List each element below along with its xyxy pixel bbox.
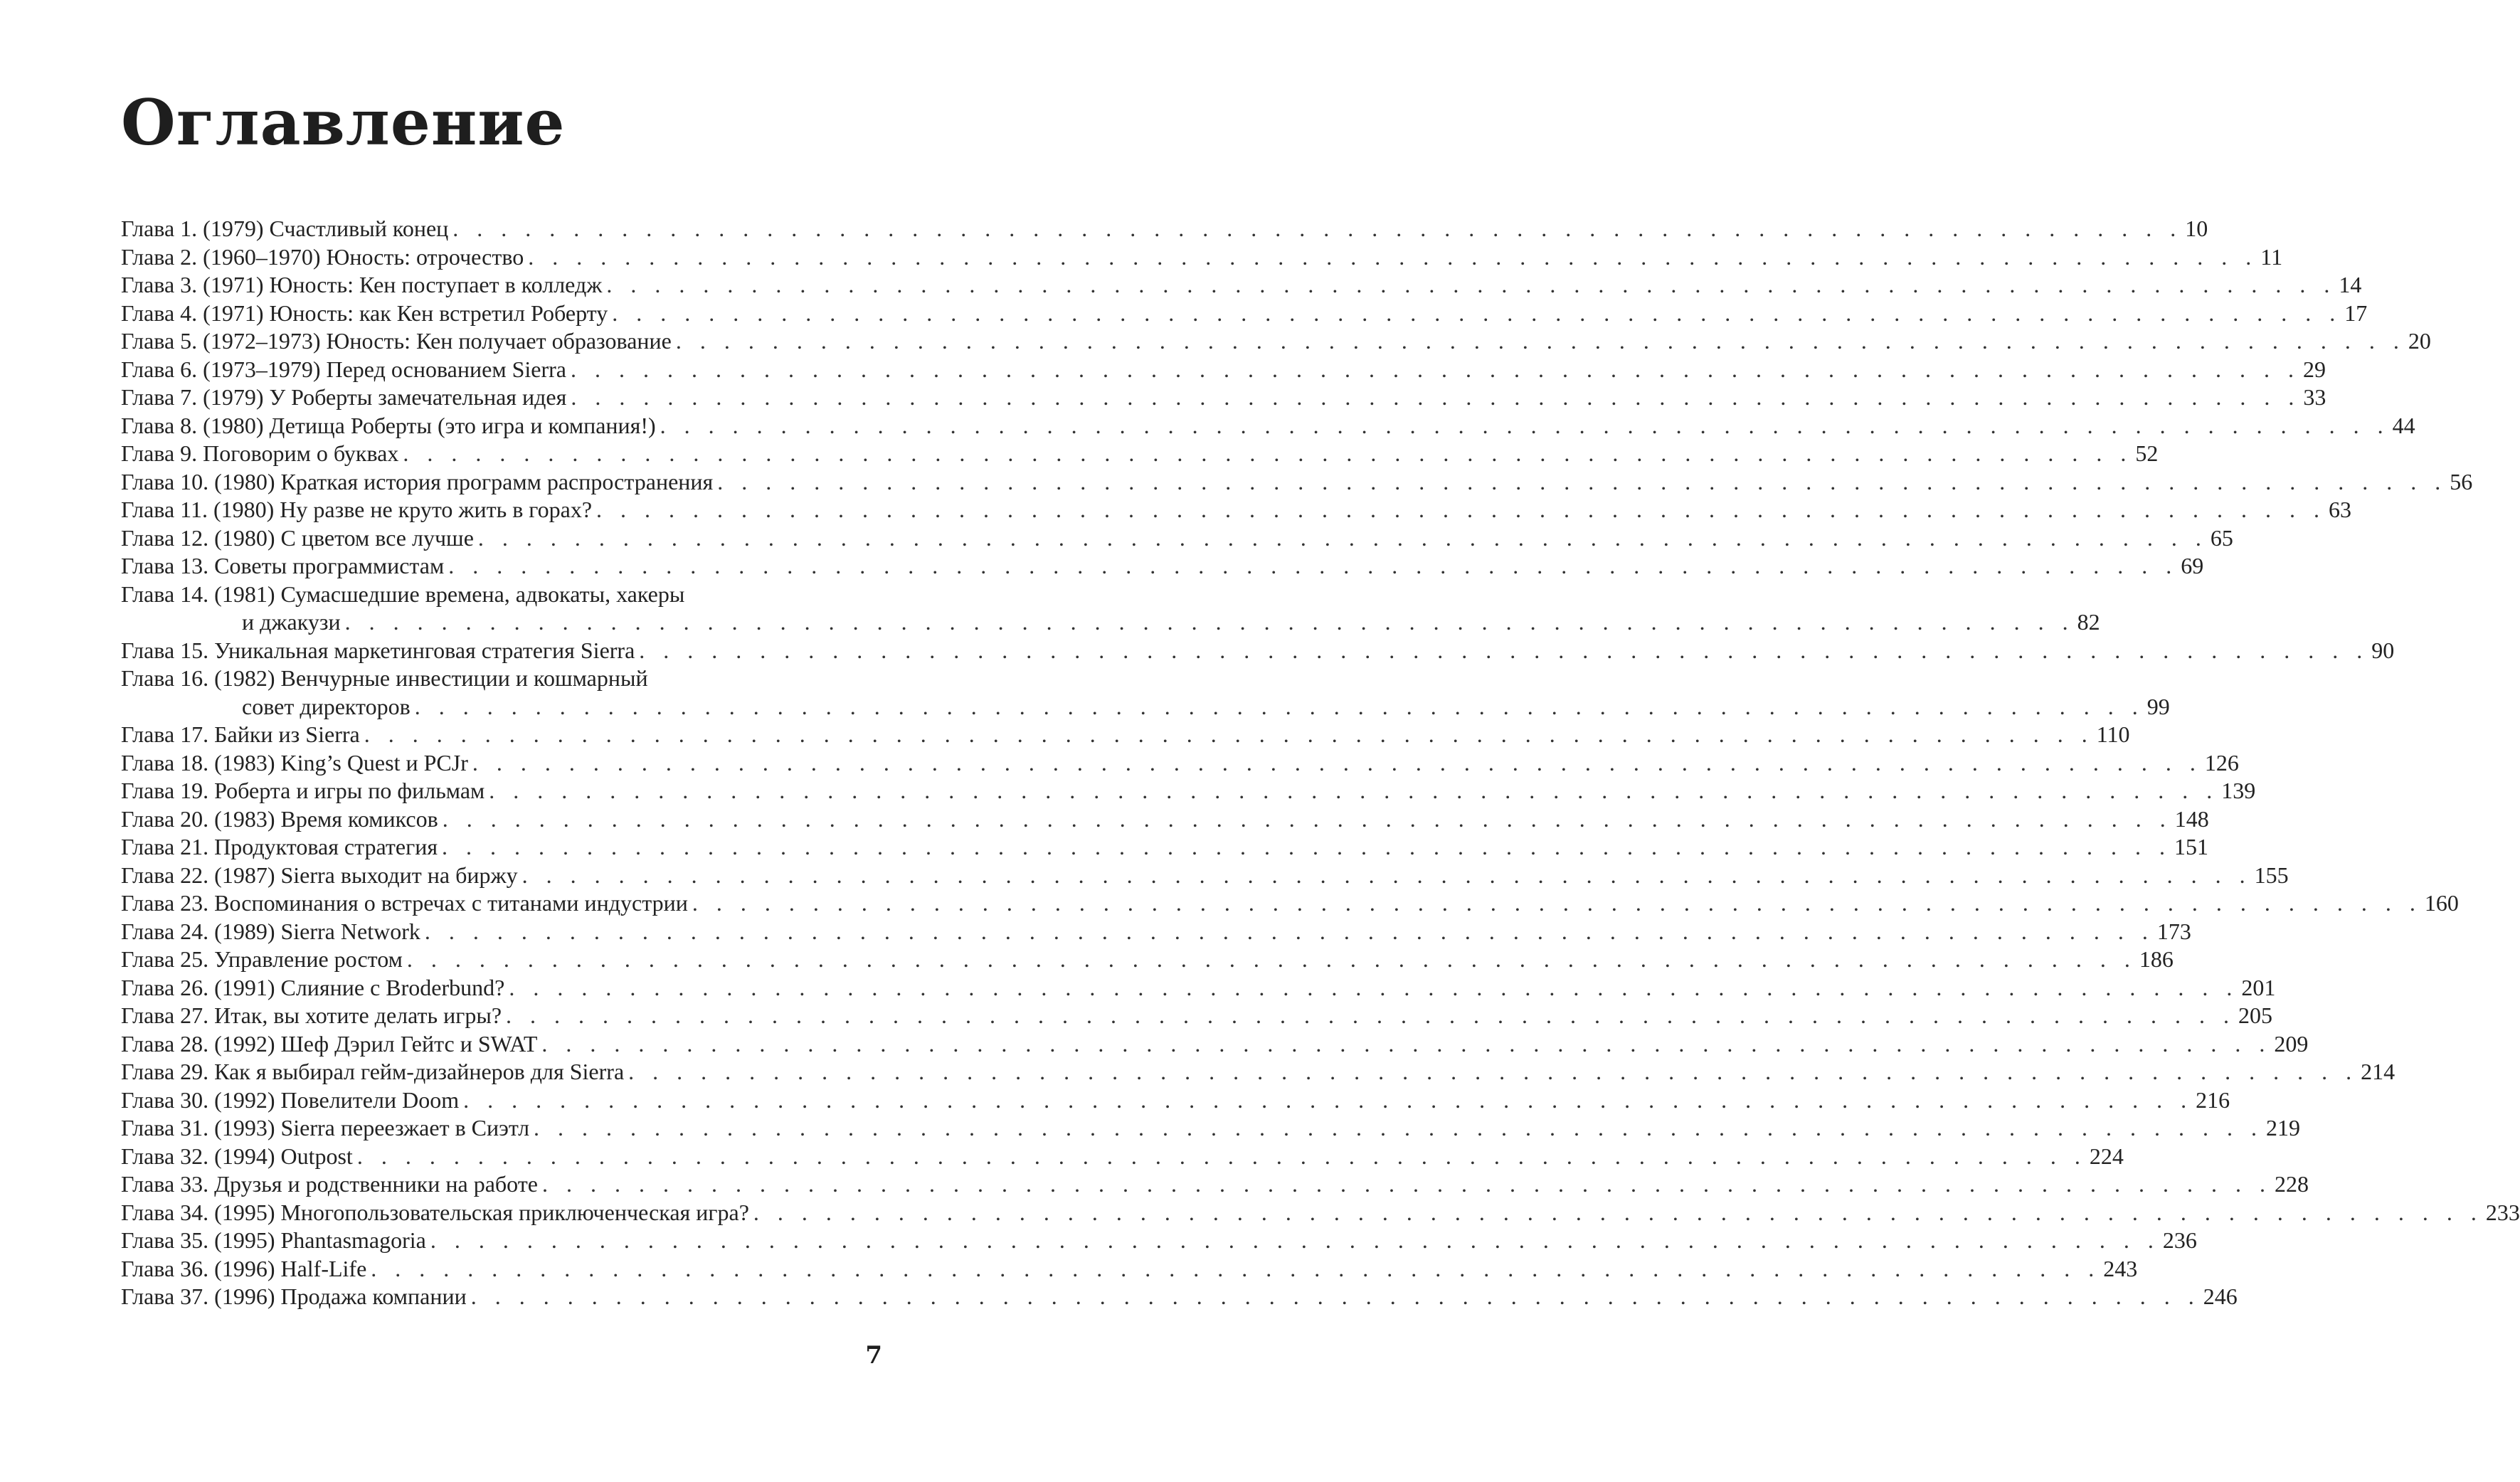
dot-leader: . . . . . . . . . . . . . . . . . . . . . . . . . . . . . . . . . . . . . . . . . . . . . . . . . . . . . . . . . . . . . . . . . . . . . . . .	[522, 862, 2252, 888]
toc-entry	[121, 356, 2326, 384]
toc-entry-page: 236	[2162, 1227, 2197, 1253]
toc-entry	[121, 440, 2159, 468]
dot-leader: . . . . . . . . . . . . . . . . . . . . . . . . . . . . . . . . . . . . . . . . . . . . . . . . . . . . . . . . . . . . . . . . . . . . . . . .	[506, 1002, 2236, 1028]
dot-leader: . . . . . . . . . . . . . . . . . . . . . . . . . . . . . . . . . . . . . . . . . . . . . . . . . . . . . . . . . . . . . . . . . . . . . . . .	[442, 834, 2172, 859]
toc-entry-page: 243	[2103, 1255, 2138, 1281]
toc-entry-title: Глава 22. (1987) Sierra выходит на биржу	[121, 862, 518, 888]
toc-entry-page: 209	[2274, 1030, 2309, 1057]
toc-entry-title: Глава 23. Воспоминания о встречах с титанами индустрии	[121, 890, 688, 916]
toc-entry-page: 155	[2254, 862, 2289, 888]
toc-entry-page: 216	[2196, 1086, 2230, 1113]
toc-entry-title: Глава 26. (1991) Слияние с Broderbund?	[121, 974, 505, 1000]
page-number: 7	[865, 1341, 882, 1370]
toc-entry-title: Глава 7. (1979) У Роберты замечательная идея	[121, 384, 567, 410]
toc-entry-title: Глава 9. Поговорим о буквах	[121, 440, 399, 466]
toc-entry-page: 20	[2408, 328, 2431, 354]
toc-entry	[121, 1086, 2230, 1115]
toc-entry	[121, 1227, 2197, 1255]
toc-entry-page: 148	[2174, 805, 2209, 832]
dot-leader: . . . . . . . . . . . . . . . . . . . . . . . . . . . . . . . . . . . . . . . . . . . . . . . . . . . . . . . . . . . . . . . . . . . . . . . .	[371, 1255, 2101, 1281]
toc-entry	[121, 862, 2289, 890]
toc-entry	[121, 637, 2395, 665]
toc-entry	[121, 1114, 2301, 1143]
toc-entry-page: 99	[2146, 693, 2170, 719]
dot-leader: . . . . . . . . . . . . . . . . . . . . . . . . . . . . . . . . . . . . . . . . . . . . . . . . . . . . . . . . . . . . . . . . . . . . . . . .	[470, 1283, 2201, 1309]
toc-entry-title: Глава 37. (1996) Продажа компании	[121, 1283, 467, 1309]
toc-entry-page: 126	[2204, 749, 2239, 776]
toc-entry	[121, 918, 2191, 946]
toc-entry-title: Глава 15. Уникальная маркетинговая стратегия Sierra	[121, 637, 635, 663]
table-of-contents	[121, 215, 2520, 1311]
toc-entry-title: Глава 29. Как я выбирал гейм-дизайнеров для Sierra	[121, 1059, 625, 1084]
toc-entry-title: Глава 24. (1989) Sierra Network	[121, 918, 420, 944]
toc-entry-page: 219	[2266, 1115, 2301, 1140]
toc-entry	[121, 1255, 2138, 1283]
toc-entry	[121, 300, 2368, 328]
toc-entry-title: Глава 5. (1972–1973) Юность: Кен получает образование	[121, 328, 672, 354]
dot-leader: . . . . . . . . . . . . . . . . . . . . . . . . . . . . . . . . . . . . . . . . . . . . . . . . . . . . . . . . . . . . . . . . . . . . . . . .	[541, 1171, 2272, 1197]
dot-leader: . . . . . . . . . . . . . . . . . . . . . . . . . . . . . . . . . . . . . . . . . . . . . . . . . . . . . . . . . . . . . . . . . . . . . . . .	[675, 328, 2405, 354]
toc-entry-page: 160	[2424, 890, 2459, 916]
toc-entry	[121, 215, 2208, 243]
toc-entry-page: 173	[2156, 918, 2191, 944]
toc-entry-continuation	[121, 608, 2100, 637]
toc-entry-page: 29	[2302, 356, 2326, 382]
dot-leader: . . . . . . . . . . . . . . . . . . . . . . . . . . . . . . . . . . . . . . . . . . . . . . . . . . . . . . . . . . . . . . . . . . . . . . . .	[463, 1086, 2193, 1113]
toc-entry-page: 224	[2089, 1143, 2124, 1169]
toc-entry	[121, 889, 2459, 918]
toc-entry-title: Глава 10. (1980) Краткая история программ распространения	[121, 468, 714, 494]
page-title: Оглавление	[121, 85, 566, 159]
toc-entry-title: Глава 35. (1995) Phantasmagoria	[121, 1227, 426, 1253]
dot-leader: . . . . . . . . . . . . . . . . . . . . . . . . . . . . . . . . . . . . . . . . . . . . . . . . . . . . . . . . . . . . . . . . . . . . . . . .	[612, 300, 2342, 326]
toc-entry	[121, 1030, 2309, 1059]
toc-entry-page: 110	[2096, 721, 2130, 747]
dot-leader: . . . . . . . . . . . . . . . . . . . . . . . . . . . . . . . . . . . . . . . . . . . . . . . . . . . . . . . . . . . . . . . . . . . . . . . .	[753, 1199, 2483, 1225]
toc-entry	[121, 496, 2352, 524]
dot-leader: . . . . . . . . . . . . . . . . . . . . . . . . . . . . . . . . . . . . . . . . . . . . . . . . . . . . . . . . . . . . . . . . . . . . . . . .	[606, 272, 2336, 297]
toc-entry	[121, 1170, 2309, 1199]
dot-leader: . . . . . . . . . . . . . . . . . . . . . . . . . . . . . . . . . . . . . . . . . . . . . . . . . . . . . . . . . . . . . . . . . . . . . . . .	[596, 497, 2326, 522]
toc-entry-title: Глава 18. (1983) King’s Quest и PCJr	[121, 749, 468, 776]
dot-leader: . . . . . . . . . . . . . . . . . . . . . . . . . . . . . . . . . . . . . . . . . . . . . . . . . . . . . . . . . . . . . . . . . . . . . . . .	[571, 384, 2301, 410]
toc-entry	[121, 665, 882, 693]
dot-leader: . . . . . . . . . . . . . . . . . . . . . . . . . . . . . . . . . . . . . . . . . . . . . . . . . . . . . . . . . . . . . . . . . . . . . . . .	[477, 524, 2208, 551]
dot-leader: . . . . . . . . . . . . . . . . . . . . . . . . . . . . . . . . . . . . . . . . . . . . . . . . . . . . . . . . . . . . . . . . . . . . . . . .	[509, 974, 2239, 1000]
toc-entry-page: 90	[2371, 637, 2395, 663]
toc-entry	[121, 721, 2130, 749]
toc-entry	[121, 327, 2431, 356]
toc-entry-title: совет директоров	[242, 693, 411, 719]
toc-entry-title: Глава 17. Байки из Sierra	[121, 721, 360, 747]
toc-entry-title: Глава 1. (1979) Счастливый конец	[121, 216, 449, 241]
toc-entry-page: 246	[2203, 1283, 2238, 1309]
toc-entry	[121, 243, 2283, 272]
toc-entry-page: 186	[2139, 946, 2174, 972]
dot-leader: . . . . . . . . . . . . . . . . . . . . . . . . . . . . . . . . . . . . . . . . . . . . . . . . . . . . . . . . . . . . . . . . . . . . . . . .	[424, 918, 2154, 944]
toc-entry-page: 65	[2210, 524, 2233, 551]
dot-leader: . . . . . . . . . . . . . . . . . . . . . . . . . . . . . . . . . . . . . . . . . . . . . . . . . . . . . . . . . . . . . . . . . . . . . . . .	[528, 243, 2258, 270]
toc-entry-page: 228	[2274, 1171, 2309, 1197]
toc-entry-page: 44	[2392, 412, 2415, 438]
dot-leader: . . . . . . . . . . . . . . . . . . . . . . . . . . . . . . . . . . . . . . . . . . . . . . . . . . . . . . . . . . . . . . . . . . . . . . . .	[452, 216, 2183, 241]
toc-entry-title: Глава 12. (1980) С цветом все лучше	[121, 524, 474, 551]
toc-entry-page: 17	[2344, 300, 2368, 326]
dot-leader: . . . . . . . . . . . . . . . . . . . . . . . . . . . . . . . . . . . . . . . . . . . . . . . . . . . . . . . . . . . . . . . . . . . . . . . .	[364, 721, 2094, 747]
dot-leader: . . . . . . . . . . . . . . . . . . . . . . . . . . . . . . . . . . . . . . . . . . . . . . . . . . . . . . . . . . . . . . . . . . . . . . . .	[344, 609, 2075, 635]
toc-entry-page: 201	[2241, 974, 2276, 1000]
toc-entry	[121, 1143, 2124, 1171]
toc-entry-title: Глава 8. (1980) Детища Роберты (это игра и компания!)	[121, 412, 656, 438]
dot-leader: . . . . . . . . . . . . . . . . . . . . . . . . . . . . . . . . . . . . . . . . . . . . . . . . . . . . . . . . . . . . . . . . . . . . . . . .	[541, 1030, 2272, 1057]
toc-entry-page: 151	[2174, 834, 2209, 859]
dot-leader: . . . . . . . . . . . . . . . . . . . . . . . . . . . . . . . . . . . . . . . . . . . . . . . . . . . . . . . . . . . . . . . . . . . . . . . .	[414, 693, 2144, 719]
dot-leader: . . . . . . . . . . . . . . . . . . . . . . . . . . . . . . . . . . . . . . . . . . . . . . . . . . . . . . . . . . . . . . . . . . . . . . . .	[489, 778, 2219, 803]
toc-entry-title: Глава 27. Итак, вы хотите делать игры?	[121, 1002, 502, 1028]
toc-entry	[121, 1199, 2520, 1227]
toc-entry-page: 63	[2329, 497, 2352, 522]
toc-entry	[121, 805, 2209, 834]
toc-entry-title: Глава 28. (1992) Шеф Дэрил Гейтс и SWAT	[121, 1030, 538, 1057]
dot-leader: . . . . . . . . . . . . . . . . . . . . . . . . . . . . . . . . . . . . . . . . . . . . . . . . . . . . . . . . . . . . . . . . . . . . . . . .	[406, 946, 2137, 972]
dot-leader: . . . . . . . . . . . . . . . . . . . . . . . . . . . . . . . . . . . . . . . . . . . . . . . . . . . . . . . . . . . . . . . . . . . . . . . .	[692, 890, 2422, 916]
toc-entry-title: Глава 4. (1971) Юность: как Кен встретил Роберту	[121, 300, 608, 326]
dot-leader: . . . . . . . . . . . . . . . . . . . . . . . . . . . . . . . . . . . . . . . . . . . . . . . . . . . . . . . . . . . . . . . . . . . . . . . .	[430, 1227, 2160, 1253]
toc-entry-page: 56	[2450, 468, 2473, 494]
toc-entry-title: Глава 32. (1994) Outpost	[121, 1143, 353, 1169]
toc-entry	[121, 552, 2204, 581]
toc-entry-title: Глава 33. Друзья и родственники на работе	[121, 1171, 538, 1197]
toc-entry	[121, 524, 2233, 553]
toc-entry-title: Глава 11. (1980) Ну разве не круто жить в горах?	[121, 497, 593, 522]
toc-entry-page: 82	[2077, 609, 2100, 635]
toc-entry-title: Глава 21. Продуктовая стратегия	[121, 834, 438, 859]
toc-entry-page: 33	[2303, 384, 2326, 410]
toc-entry-page: 139	[2221, 778, 2256, 803]
toc-entry-continuation	[121, 693, 2170, 721]
toc-entry-title: и джакузи	[242, 609, 341, 635]
toc-entry-page: 214	[2361, 1059, 2395, 1084]
toc-entry-title: Глава 2. (1960–1970) Юность: отрочество	[121, 243, 524, 270]
toc-entry	[121, 468, 2473, 497]
dot-leader: . . . . . . . . . . . . . . . . . . . . . . . . . . . . . . . . . . . . . . . . . . . . . . . . . . . . . . . . . . . . . . . . . . . . . . . .	[403, 440, 2133, 466]
toc-entry-page: 69	[2181, 553, 2204, 578]
dot-leader: . . . . . . . . . . . . . . . . . . . . . . . . . . . . . . . . . . . . . . . . . . . . . . . . . . . . . . . . . . . . . . . . . . . . . . . .	[448, 553, 2178, 578]
toc-entry-page: 233	[2485, 1199, 2520, 1225]
toc-entry-title: Глава 13. Советы программистам	[121, 553, 445, 578]
dot-leader: . . . . . . . . . . . . . . . . . . . . . . . . . . . . . . . . . . . . . . . . . . . . . . . . . . . . . . . . . . . . . . . . . . . . . . . .	[534, 1115, 2264, 1140]
dot-leader: . . . . . . . . . . . . . . . . . . . . . . . . . . . . . . . . . . . . . . . . . . . . . . . . . . . . . . . . . . . . . . . . . . . . . . . .	[442, 805, 2172, 832]
toc-entry	[121, 777, 2256, 805]
dot-leader: . . . . . . . . . . . . . . . . . . . . . . . . . . . . . . . . . . . . . . . . . . . . . . . . . . . . . . . . . . . . . . . . . . . . . . . .	[717, 468, 2447, 494]
toc-entry	[121, 833, 2209, 862]
toc-entry-title: Глава 36. (1996) Half-Life	[121, 1255, 367, 1281]
toc-entry-title: Глава 6. (1973–1979) Перед основанием Sierra	[121, 356, 566, 382]
toc-entry	[121, 974, 2276, 1002]
toc-entry	[121, 946, 2174, 974]
toc-entry-title: Глава 14. (1981) Сумасшедшие времена, адвокаты, хакеры	[121, 581, 685, 607]
toc-entry	[121, 271, 2362, 300]
toc-entry-title: Глава 16. (1982) Венчурные инвестиции и кошмарный	[121, 665, 648, 691]
dot-leader: . . . . . . . . . . . . . . . . . . . . . . . . . . . . . . . . . . . . . . . . . . . . . . . . . . . . . . . . . . . . . . . . . . . . . . . .	[639, 637, 2369, 663]
toc-entry-page: 14	[2339, 272, 2362, 297]
toc-entry	[121, 749, 2239, 778]
dot-leader: . . . . . . . . . . . . . . . . . . . . . . . . . . . . . . . . . . . . . . . . . . . . . . . . . . . . . . . . . . . . . . . . . . . . . . . .	[356, 1143, 2087, 1169]
toc-entry-title: Глава 34. (1995) Многопользовательская приключенческая игра?	[121, 1199, 749, 1225]
toc-entry-title: Глава 19. Роберта и игры по фильмам	[121, 778, 485, 803]
toc-entry	[121, 412, 2415, 440]
toc-entry	[121, 1002, 2273, 1030]
toc-entry	[121, 581, 882, 609]
toc-entry-title: Глава 25. Управление ростом	[121, 946, 403, 972]
toc-entry-title: Глава 3. (1971) Юность: Кен поступает в колледж	[121, 272, 603, 297]
dot-leader: . . . . . . . . . . . . . . . . . . . . . . . . . . . . . . . . . . . . . . . . . . . . . . . . . . . . . . . . . . . . . . . . . . . . . . . .	[628, 1059, 2358, 1084]
toc-entry	[121, 383, 2326, 412]
toc-entry	[121, 1283, 2238, 1311]
toc-entry-title: Глава 31. (1993) Sierra переезжает в Сиэтл	[121, 1115, 530, 1140]
dot-leader: . . . . . . . . . . . . . . . . . . . . . . . . . . . . . . . . . . . . . . . . . . . . . . . . . . . . . . . . . . . . . . . . . . . . . . . .	[472, 749, 2202, 776]
toc-entry-title: Глава 20. (1983) Время комиксов	[121, 805, 438, 832]
toc-entry-page: 205	[2238, 1002, 2273, 1028]
toc-entry-title: Глава 30. (1992) Повелители Doom	[121, 1086, 460, 1113]
toc-entry-page: 11	[2260, 243, 2283, 270]
toc-entry-page: 52	[2135, 440, 2159, 466]
toc-entry	[121, 1058, 2395, 1086]
toc-entry-page: 10	[2185, 216, 2208, 241]
dot-leader: . . . . . . . . . . . . . . . . . . . . . . . . . . . . . . . . . . . . . . . . . . . . . . . . . . . . . . . . . . . . . . . . . . . . . . . .	[570, 356, 2300, 382]
dot-leader: . . . . . . . . . . . . . . . . . . . . . . . . . . . . . . . . . . . . . . . . . . . . . . . . . . . . . . . . . . . . . . . . . . . . . . . .	[660, 412, 2390, 438]
